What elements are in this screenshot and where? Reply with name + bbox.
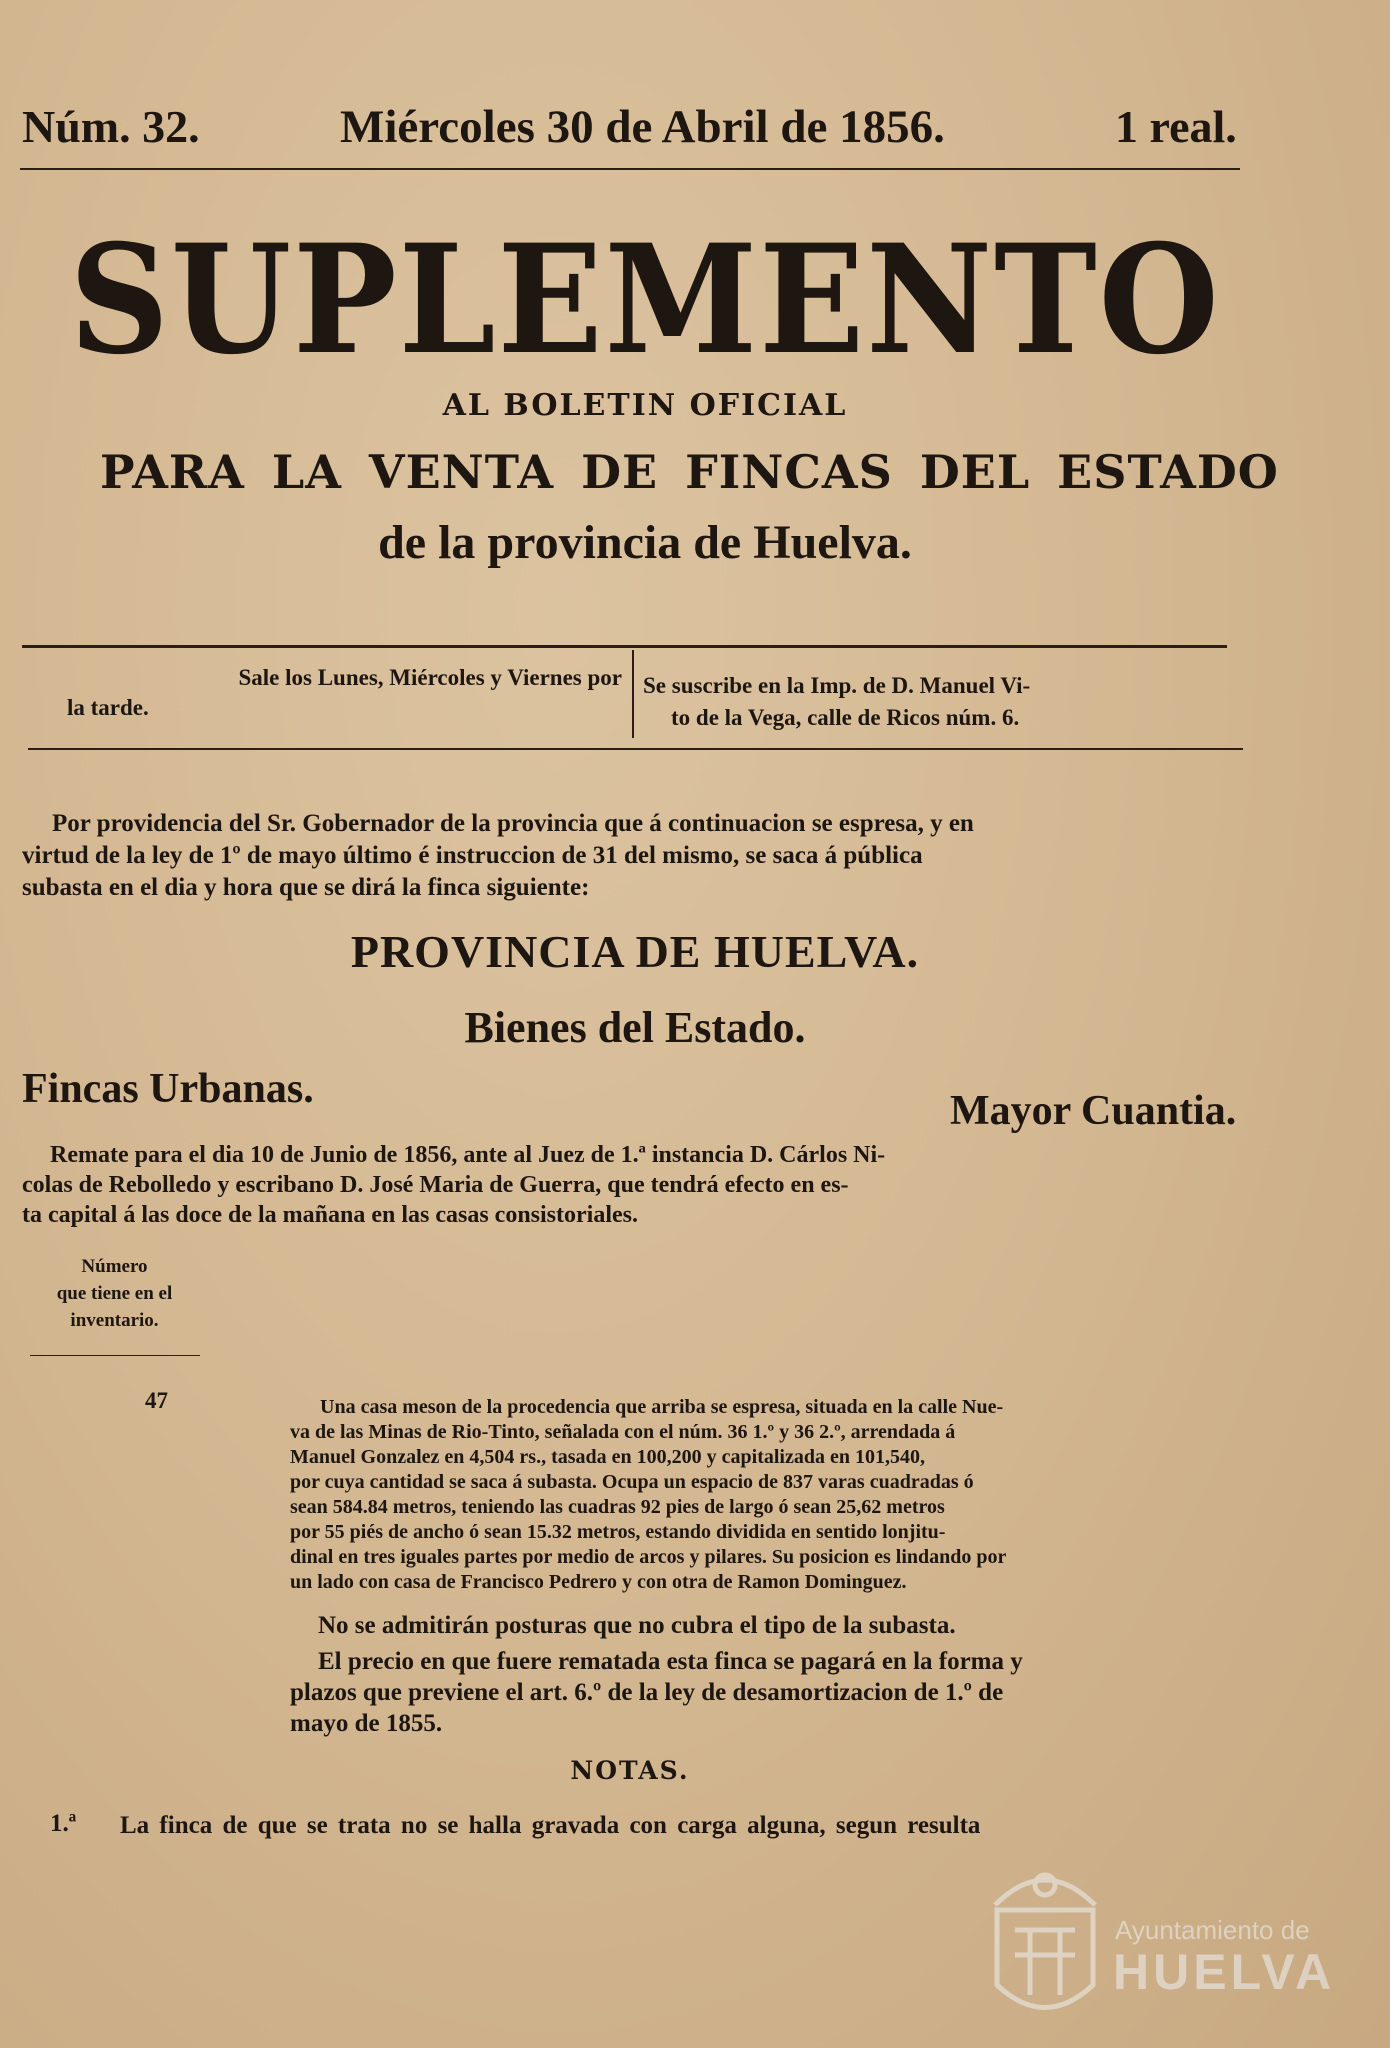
intro-line-2: virtud de la ley de 1º de mayo último é instruccion de 31 del mismo, se saca á pública xyxy=(22,842,923,869)
intro-line-1: Por providencia del Sr. Gobernador de la provincia que á continuacion se espresa, y en xyxy=(52,810,974,837)
subscription-line-1: Se suscribe en la Imp. de D. Manuel Vi- xyxy=(643,673,1031,698)
watermark-line-1: Ayuntamiento de xyxy=(1115,1915,1310,1945)
subscription-line-2: to de la Vega, calle de Ricos núm. 6. xyxy=(671,705,1020,730)
subscription-info xyxy=(643,670,1243,734)
entry-line-6: por 55 piés de ancho ó sean 15.32 metros, estando dividida en sentido lonjitu- xyxy=(290,1521,946,1543)
masthead-rule xyxy=(20,168,1240,170)
entry-description xyxy=(290,1395,1240,1595)
note-1-text: La finca de que se trata no se halla gravada con carga alguna, segun resulta xyxy=(120,1812,981,1839)
intro-paragraph xyxy=(22,808,1240,904)
cuantia-heading: Mayor Cuantia. xyxy=(950,1088,1237,1134)
entry-line-7: dinal en tres iguales partes por medio de arcos y pilares. Su posicion es lindando por xyxy=(290,1546,1007,1568)
price-line-2: plazos que previene el art. 6.º de la ley de desamortizacion de 1.º de xyxy=(290,1679,1004,1706)
remate-line-1: Remate para el dia 10 de Junio de 1856, ante al Juez de 1.ª instancia D. Cárlos Ni- xyxy=(50,1142,886,1168)
schedule-line-1: Sale los Lunes, Miércoles y Viernes por xyxy=(238,665,622,690)
remate-paragraph xyxy=(22,1140,1240,1230)
goods-heading: Bienes del Estado. xyxy=(464,1003,806,1052)
inventory-column-header xyxy=(22,1253,207,1334)
entry-line-1: Una casa meson de la procedencia que arriba se espresa, situada en la calle Nue- xyxy=(320,1396,1004,1418)
schedule-info xyxy=(22,663,622,723)
issue-number: Núm. 32. xyxy=(22,101,200,152)
issue-price: 1 real. xyxy=(1115,101,1237,152)
inventory-header-rule xyxy=(30,1355,200,1356)
remate-line-3: ta capital á las doce de la mañana en las casas consistoriales. xyxy=(22,1202,638,1228)
entry-line-2: va de las Minas de Rio-Tinto, señalada con el núm. 36 1.º y 36 2.º, arrendada á xyxy=(290,1421,956,1443)
entry-line-4: por cuya cantidad se saca á subasta. Ocupa un espacio de 837 varas cuadradas ó xyxy=(290,1471,974,1493)
entry-number: 47 xyxy=(145,1388,168,1413)
remate-line-2: colas de Rebolledo y escribano D. José Maria de Guerra, que tendrá efecto en es- xyxy=(22,1172,849,1198)
watermark-logo xyxy=(975,1835,1336,2030)
price-line-1: El precio en que fuere rematada esta finca se pagará en la forma y xyxy=(318,1648,1023,1675)
issue-date: Miércoles 30 de Abril de 1856. xyxy=(340,101,945,153)
price-line-3: mayo de 1855. xyxy=(290,1710,443,1737)
inventory-header-line-1: Número xyxy=(81,1256,148,1277)
inventory-header-line-2: que tiene en el xyxy=(56,1283,173,1304)
entry-line-5: sean 584.84 metros, teniendo las cuadras 92 pies de largo ó sean 25,62 metros xyxy=(290,1496,945,1518)
notes-heading: NOTAS. xyxy=(570,1756,690,1785)
schedule-line-2: la tarde. xyxy=(67,695,149,720)
entry-note: No se admitirán posturas que no cubra el tipo de la subasta. xyxy=(318,1612,956,1639)
info-divider xyxy=(632,650,634,738)
note-1-number: 1.ª xyxy=(50,1810,77,1837)
title-suplemento: SUPLEMENTO xyxy=(69,212,1221,388)
entry-line-3: Manuel Gonzalez en 4,504 rs., tasada en 100,200 y capitalizada en 101,540, xyxy=(290,1446,925,1468)
fincas-heading: Fincas Urbanas. xyxy=(22,1066,314,1112)
info-rule xyxy=(28,748,1243,750)
subtitle-venta: PARA LA VENTA DE FINCAS DEL ESTADO xyxy=(100,445,1279,499)
province-heading: PROVINCIA DE HUELVA. xyxy=(350,926,920,977)
intro-line-3: subasta en el dia y hora que se dirá la finca siguiente: xyxy=(22,874,590,901)
subtitle-provincia: de la provincia de Huelva. xyxy=(378,516,912,569)
entry-line-8: un lado con casa de Francisco Pedrero y con otra de Ramon Dominguez. xyxy=(290,1571,907,1593)
price-paragraph xyxy=(290,1646,1240,1739)
watermark-line-2: HUELVA xyxy=(1113,1944,1336,2000)
title-rule xyxy=(22,645,1227,648)
inventory-header-line-3: inventario. xyxy=(70,1310,159,1331)
subtitle-boletin: AL BOLETIN OFICIAL xyxy=(442,388,848,423)
